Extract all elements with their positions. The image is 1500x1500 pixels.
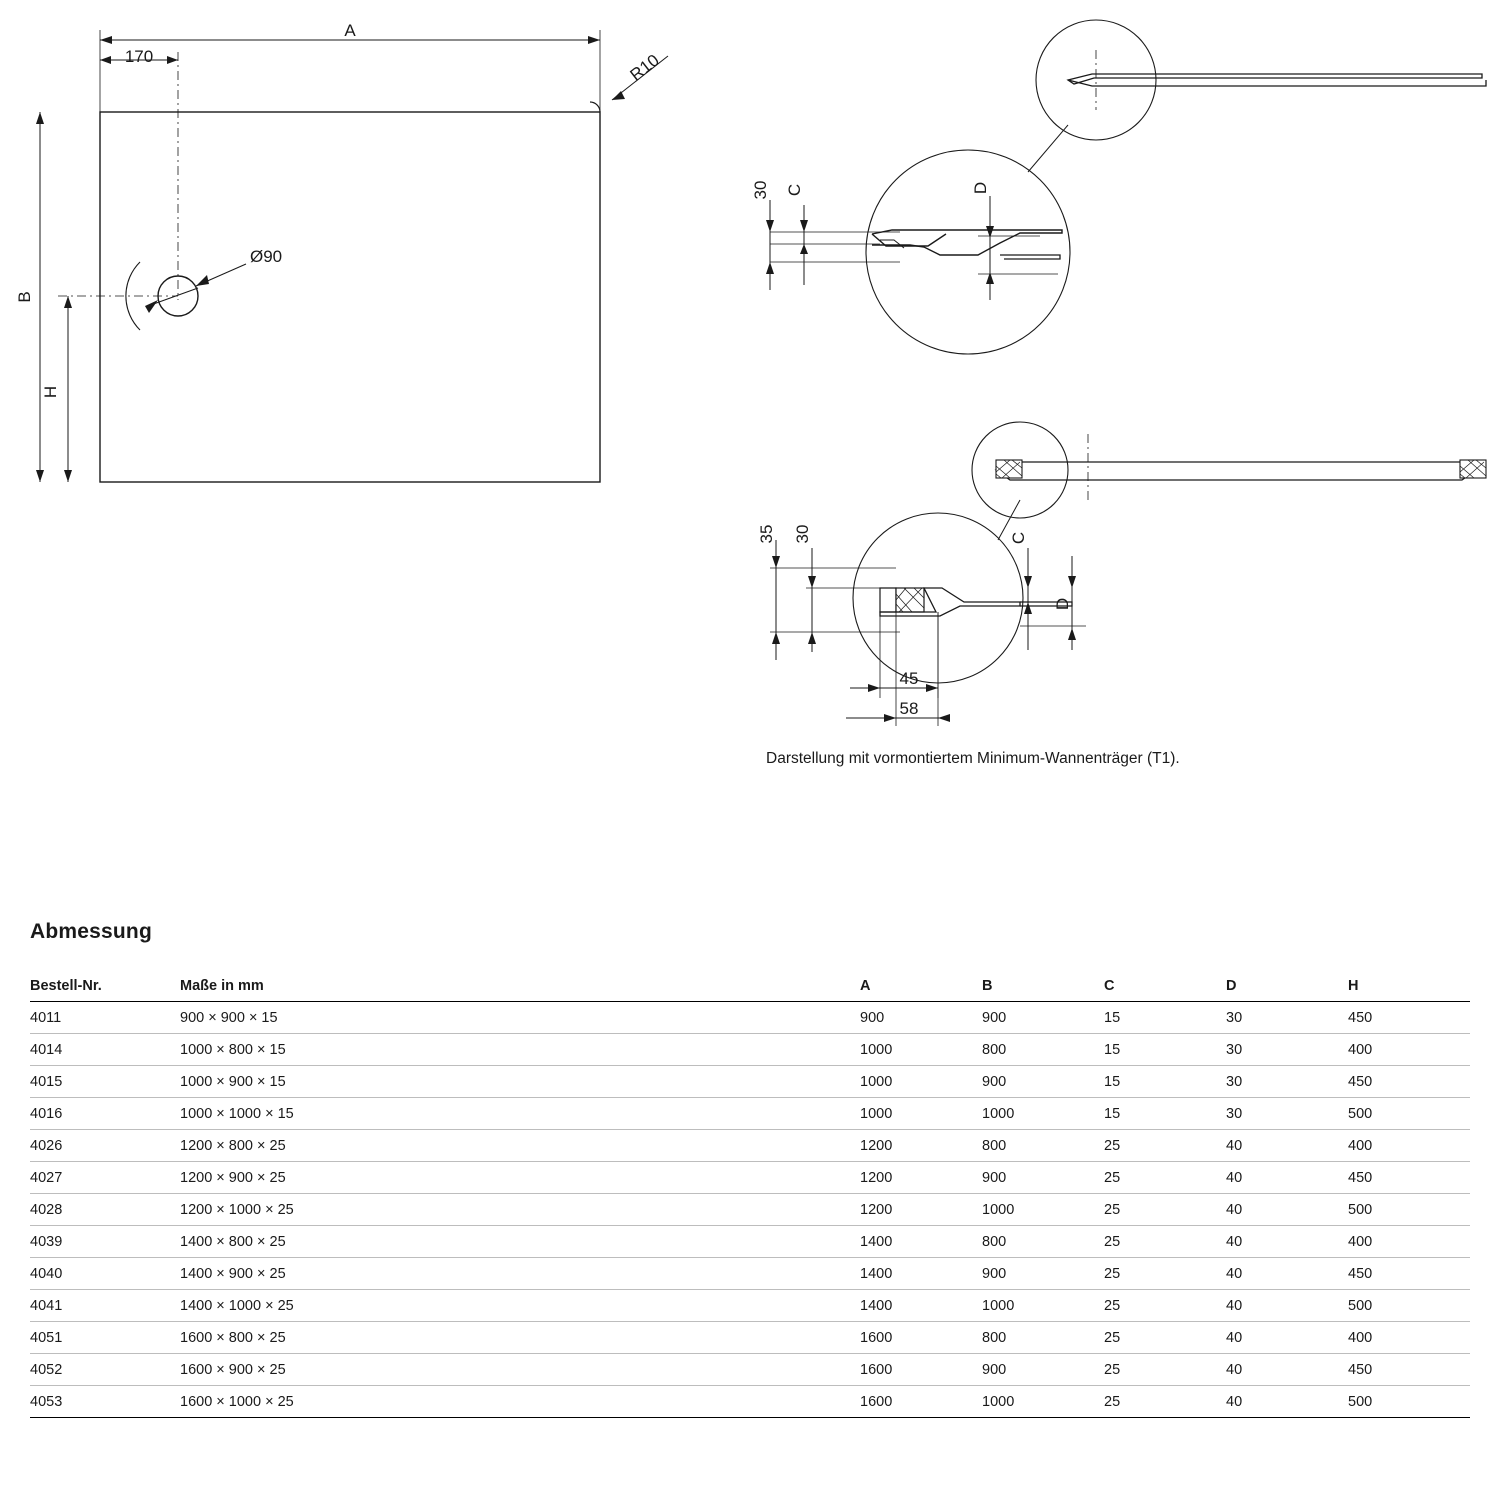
cell-b: 1000 (982, 1098, 1104, 1130)
table-row (30, 1002, 1470, 1034)
cell-measures: 900 × 900 × 15 (180, 1002, 860, 1034)
label-section-lower-C: C (1009, 531, 1028, 545)
detail-circle-upper (866, 150, 1070, 354)
header-order-no: Bestell-Nr. (30, 978, 180, 1002)
cell-b: 800 (982, 1130, 1104, 1162)
cell-d: 30 (1226, 1034, 1348, 1066)
cell-c: 25 (1104, 1130, 1226, 1162)
cell-measures: 1400 × 900 × 25 (180, 1258, 860, 1290)
cell-measures: 1600 × 800 × 25 (180, 1322, 860, 1354)
cell-b: 1000 (982, 1194, 1104, 1226)
cell-h: 400 (1348, 1034, 1470, 1066)
cell-h: 450 (1348, 1002, 1470, 1034)
cell-a: 1400 (860, 1226, 982, 1258)
cell-a: 1000 (860, 1066, 982, 1098)
cell-order-no: 4011 (30, 1002, 180, 1034)
cell-a: 1400 (860, 1290, 982, 1322)
cell-h: 500 (1348, 1386, 1470, 1418)
cell-d: 30 (1226, 1098, 1348, 1130)
cell-c: 15 (1104, 1034, 1226, 1066)
cell-a: 900 (860, 1002, 982, 1034)
table-row (30, 1354, 1470, 1386)
cell-a: 1600 (860, 1354, 982, 1386)
cell-a: 1400 (860, 1258, 982, 1290)
label-section-lower-D: D (1053, 597, 1072, 611)
table-row (30, 1130, 1470, 1162)
cell-measures: 1200 × 1000 × 25 (180, 1194, 860, 1226)
cell-a: 1600 (860, 1322, 982, 1354)
cell-a: 1600 (860, 1386, 982, 1418)
cell-b: 900 (982, 1162, 1104, 1194)
label-R10: R10 (626, 50, 663, 85)
cell-b: 1000 (982, 1386, 1104, 1418)
cell-measures: 1200 × 900 × 25 (180, 1162, 860, 1194)
header-A: A (860, 978, 982, 1002)
cell-c: 25 (1104, 1162, 1226, 1194)
page-title: Abmessung (30, 920, 152, 943)
cell-measures: 1000 × 900 × 15 (180, 1066, 860, 1098)
cell-c: 25 (1104, 1386, 1226, 1418)
cell-measures: 1400 × 800 × 25 (180, 1226, 860, 1258)
cell-d: 40 (1226, 1226, 1348, 1258)
label-A: A (344, 21, 356, 40)
header-C: C (1104, 978, 1226, 1002)
table-row (30, 1194, 1470, 1226)
cell-b: 800 (982, 1034, 1104, 1066)
header-H: H (1348, 978, 1470, 1002)
cell-order-no: 4041 (30, 1290, 180, 1322)
cell-a: 1200 (860, 1130, 982, 1162)
label-section-upper-30: 30 (751, 180, 770, 200)
section-lower-right (770, 422, 1486, 726)
cell-d: 40 (1226, 1354, 1348, 1386)
table-row (30, 1066, 1470, 1098)
cell-c: 25 (1104, 1322, 1226, 1354)
cell-order-no: 4014 (30, 1034, 180, 1066)
cell-order-no: 4052 (30, 1354, 180, 1386)
cell-measures: 1400 × 1000 × 25 (180, 1290, 860, 1322)
label-45: 45 (899, 669, 919, 688)
cell-order-no: 4026 (30, 1130, 180, 1162)
section-upper-right (766, 20, 1486, 354)
cell-measures: 1600 × 1000 × 25 (180, 1386, 860, 1418)
table-row (30, 1162, 1470, 1194)
cell-h: 400 (1348, 1130, 1470, 1162)
cell-b: 900 (982, 1258, 1104, 1290)
cell-order-no: 4027 (30, 1162, 180, 1194)
table-row (30, 1290, 1470, 1322)
cell-measures: 1000 × 1000 × 15 (180, 1098, 860, 1130)
cell-d: 40 (1226, 1386, 1348, 1418)
cell-measures: 1600 × 900 × 25 (180, 1354, 860, 1386)
table-row (30, 1098, 1470, 1130)
label-section-upper-C: C (785, 183, 804, 197)
cell-b: 900 (982, 1354, 1104, 1386)
header-measures: Maße in mm (180, 978, 860, 1002)
cell-c: 25 (1104, 1226, 1226, 1258)
cell-order-no: 4039 (30, 1226, 180, 1258)
header-D: D (1226, 978, 1348, 1002)
table-header-row (30, 978, 1470, 1002)
cell-h: 500 (1348, 1098, 1470, 1130)
cell-d: 40 (1226, 1130, 1348, 1162)
cell-d: 30 (1226, 1002, 1348, 1034)
cell-order-no: 4040 (30, 1258, 180, 1290)
cell-b: 900 (982, 1002, 1104, 1034)
label-section-lower-30: 30 (793, 524, 812, 544)
cell-c: 25 (1104, 1258, 1226, 1290)
cell-a: 1000 (860, 1034, 982, 1066)
cell-d: 40 (1226, 1290, 1348, 1322)
cell-d: 30 (1226, 1066, 1348, 1098)
table-body (30, 1002, 1470, 1418)
label-H: H (41, 385, 60, 399)
cell-d: 40 (1226, 1194, 1348, 1226)
cell-c: 25 (1104, 1194, 1226, 1226)
cell-h: 400 (1348, 1322, 1470, 1354)
table-row (30, 1386, 1470, 1418)
table-row (30, 1226, 1470, 1258)
label-section-upper-D: D (971, 181, 990, 195)
cell-measures: 1200 × 800 × 25 (180, 1130, 860, 1162)
cell-c: 15 (1104, 1002, 1226, 1034)
table-row (30, 1034, 1470, 1066)
cell-order-no: 4053 (30, 1386, 180, 1418)
cell-a: 1200 (860, 1162, 982, 1194)
cell-h: 450 (1348, 1258, 1470, 1290)
cell-h: 500 (1348, 1290, 1470, 1322)
cell-a: 1000 (860, 1098, 982, 1130)
cell-b: 800 (982, 1226, 1104, 1258)
cell-b: 1000 (982, 1290, 1104, 1322)
label-B: B (15, 291, 34, 303)
table-row (30, 1322, 1470, 1354)
tray-outline (100, 112, 600, 482)
cell-d: 40 (1226, 1162, 1348, 1194)
cell-d: 40 (1226, 1258, 1348, 1290)
label-58: 58 (899, 699, 919, 718)
cell-h: 450 (1348, 1354, 1470, 1386)
cell-c: 15 (1104, 1066, 1226, 1098)
cell-d: 40 (1226, 1322, 1348, 1354)
dimensions-table (30, 978, 1470, 1418)
cell-measures: 1000 × 800 × 15 (180, 1034, 860, 1066)
cell-b: 900 (982, 1066, 1104, 1098)
label-drain-diameter: Ø90 (250, 247, 283, 266)
cell-c: 25 (1104, 1354, 1226, 1386)
cell-h: 400 (1348, 1226, 1470, 1258)
label-170: 170 (124, 47, 154, 66)
label-section-lower-35: 35 (757, 524, 776, 544)
cell-order-no: 4051 (30, 1322, 180, 1354)
cell-order-no: 4016 (30, 1098, 180, 1130)
header-B: B (982, 978, 1104, 1002)
drawing-caption: Darstellung mit vormontiertem Minimum-Wannenträger (T1). (766, 750, 1180, 767)
table-row (30, 1258, 1470, 1290)
cell-order-no: 4028 (30, 1194, 180, 1226)
plan-view (36, 30, 668, 482)
cell-c: 25 (1104, 1290, 1226, 1322)
cell-order-no: 4015 (30, 1066, 180, 1098)
cell-c: 15 (1104, 1098, 1226, 1130)
cell-h: 500 (1348, 1194, 1470, 1226)
cell-b: 800 (982, 1322, 1104, 1354)
cell-h: 450 (1348, 1066, 1470, 1098)
cell-h: 450 (1348, 1162, 1470, 1194)
cell-a: 1200 (860, 1194, 982, 1226)
